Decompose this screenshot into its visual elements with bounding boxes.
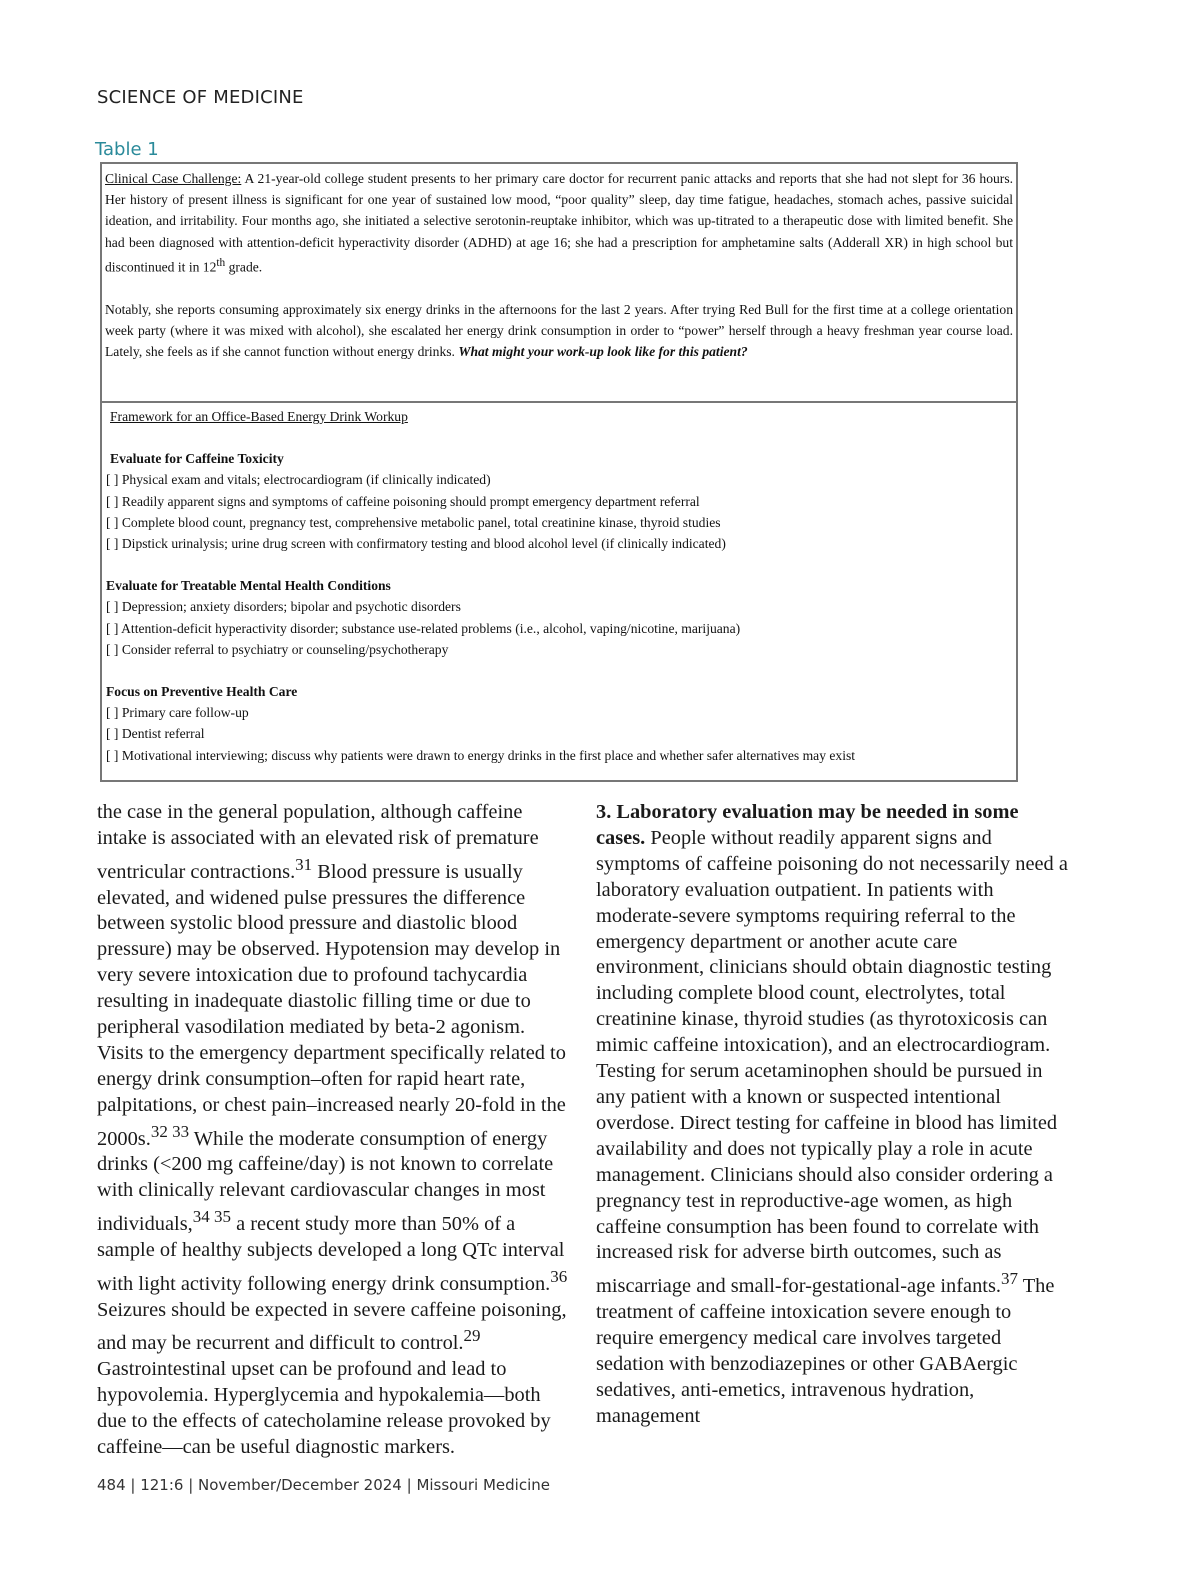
body-text: Gastrointestinal upset can be profound and lead to hypovolemia. Hyperglycemia and hypokalemia—both due to the effects of catecholamine release provoked by caffeine—can be useful diagnostic markers.: [97, 1358, 551, 1458]
left-paragraph: [97, 800, 575, 1461]
checklist-item: [ ] Readily apparent signs and symptoms of caffeine poisoning should prompt emergency department referral: [106, 493, 700, 509]
subsection-heading: 3. Laboratory evaluation may be needed in some cases.: [596, 801, 1019, 849]
case-question: What might your work-up look like for this patient?: [458, 343, 748, 359]
checklist-item: [ ] Depression; anxiety disorders; bipolar and psychotic disorders: [106, 599, 461, 615]
checklist-item: [ ] Primary care follow-up: [106, 705, 249, 721]
checklist-item: [ ] Dentist referral: [106, 726, 205, 742]
reference-superscript: 36: [550, 1266, 568, 1286]
table-divider: [102, 401, 1016, 403]
checklist-item: [ ] Physical exam and vitals; electrocardiogram (if clinically indicated): [106, 472, 491, 488]
framework-heading: Focus on Preventive Health Care: [106, 684, 298, 700]
right-column: [596, 800, 1068, 1430]
left-column: [97, 800, 575, 1461]
framework-title: Framework for an Office-Based Energy Drink Workup: [110, 409, 408, 424]
body-text: The treatment of caffeine intoxication severe enough to require emergency medical care involves targeted sedation with benzodiazepines or other GABAergic sedatives, anti-emetics, intravenous hydration, management: [596, 1275, 1055, 1427]
body-text: a recent study more than 50% of a sample of healthy subjects developed a long QTc interval with light activity following energy drink consumption.: [97, 1212, 565, 1295]
case-superscript: th: [216, 256, 226, 269]
reference-superscript: 37: [1000, 1269, 1018, 1289]
checklist-item: [ ] Complete blood count, pregnancy test, comprehensive metabolic panel, total creatinine kinase, thyroid studies: [106, 514, 721, 530]
case-text: A 21-year-old college student presents to her primary care doctor for recurrent panic attacks and reports that she had not slept for 36 hours. Her history of present illness is significant for one year of sustained low mood, “poor quality” sleep, day time fatigue, headaches, stomach aches, passive suicidal ideation, and irritability. Four months ago, she initiated a selective serotonin-reuptake inhibitor, which was up-titrated to a therapeutic dose with limited benefit. She had been diagnosed with attention-deficit hyperactivity disorder (ADHD) at age 16; she had a prescription for amphetamine salts (Adderall XR) in high school but discontinued it in 12: [105, 171, 1014, 275]
case-paragraph-2: [105, 299, 1013, 363]
section-label: SCIENCE OF MEDICINE: [97, 87, 304, 108]
case-title: Clinical Case Challenge:: [105, 171, 242, 186]
reference-superscript: 29: [463, 1326, 481, 1346]
table-label: Table 1: [95, 139, 159, 160]
body-text: the case in the general population, although caffeine intake is associated with an elevated risk of premature ventricular contractions.: [97, 801, 539, 883]
checklist-item: [ ] Consider referral to psychiatry or counseling/psychotherapy: [106, 641, 449, 657]
body-text: People without readily apparent signs and symptoms of caffeine poisoning do not necessarily need a laboratory evaluation outpatient. In patients with moderate-severe symptoms requiring referral to the emergency department or another acute care environment, clinicians should obtain diagnostic testing including complete blood count, electrolytes, total creatinine kinase, thyroid studies (as thyrotoxicosis can mimic caffeine intoxication), and an electrocardiogram. Testing for serum acetaminophen should be pursued in any patient with a known or suspected intentional overdose. Direct testing for caffeine in blood has limited availability and does not typically play a role in acute management. Clinicians should also consider ordering a pregnancy test in reproductive-age women, as high caffeine consumption has been found to correlate with increased risk for adverse birth outcomes, such as miscarriage and small-for-gestational-age infants.: [596, 826, 1068, 1298]
table-1: [100, 162, 1018, 782]
checklist-item: [ ] Dipstick urinalysis; urine drug screen with confirmatory testing and blood alcohol level (if clinically indicated): [106, 536, 726, 552]
body-text: Blood pressure is usually elevated, and widened pulse pressures the difference between systolic blood pressure and diastolic blood pressure) may be observed. Hypotension may develop in very severe intoxication due to profound tachycardia resulting in inadequate diastolic filling time or due to peripheral vasodilation mediated by beta-2 agonism. Visits to the emergency department specifically related to energy drink consumption–often for rapid heart rate, palpitations, or chest pain–increased nearly 20-fold in the 2000s.: [97, 860, 566, 1150]
case-challenge: [105, 168, 1013, 362]
case-text-end: grade.: [225, 259, 263, 275]
reference-superscript: 32 33: [150, 1121, 190, 1141]
framework: [105, 406, 1013, 766]
reference-superscript: 34 35: [192, 1207, 231, 1227]
body-text: While the moderate consumption of energy drinks (<200 mg caffeine/day) is not known to correlate with clinically relevant cardiovascular changes in most individuals,: [97, 1127, 554, 1235]
page-footer: 484 | 121:6 | November/December 2024 | Missouri Medicine: [97, 1476, 550, 1494]
right-paragraph: [596, 800, 1068, 1430]
case-paragraph-1: [105, 168, 1013, 278]
framework-heading: Evaluate for Caffeine Toxicity: [110, 451, 284, 467]
body-text: Seizures should be expected in severe caffeine poisoning, and may be recurrent and difficult to control.: [97, 1298, 567, 1355]
case-text-2: Notably, she reports consuming approximately six energy drinks in the afternoons for the last 2 years. After trying Red Bull for the first time at a college orientation week party (where it was mixed with alcohol), she escalated her energy drink consumption in order to “power” herself through a heavy freshman year course load. Lately, she feels as if she cannot function without energy drinks.: [105, 301, 1013, 359]
checklist-item: [ ] Attention-deficit hyperactivity disorder; substance use-related problems (i.e., alcohol, vaping/nicotine, marijuana): [106, 620, 741, 636]
checklist-item: [ ] Motivational interviewing; discuss why patients were drawn to energy drinks in the first place and whether safer alternatives may exist: [106, 747, 856, 763]
framework-heading: Evaluate for Treatable Mental Health Conditions: [106, 578, 391, 594]
reference-superscript: 31: [295, 854, 313, 874]
